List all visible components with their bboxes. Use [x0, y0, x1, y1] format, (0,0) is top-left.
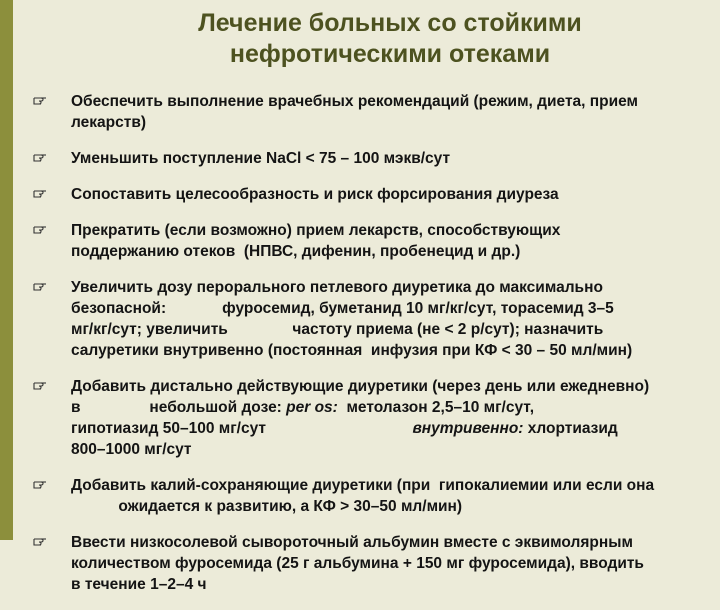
italic-text-run: внутривенно: [412, 420, 524, 437]
bullet-text: лекарств) [71, 114, 147, 131]
bullet-text: Добавить дистально действующие диуретики (через день или ежедневно) [71, 378, 650, 395]
pointing-hand-icon [33, 280, 47, 292]
bullet-list [33, 91, 713, 610]
bullet-item [33, 184, 713, 205]
pointing-hand-icon [33, 187, 47, 199]
title-line: Лечение больных со стойкими [198, 9, 582, 37]
bullet-text: Добавить калий-сохраняющие диуретики (при гипокалиемии или если она [71, 477, 655, 494]
bullet-text: поддержанию отеков (НПВС, дифенин, пробенецид и др.) [71, 243, 521, 260]
bullet-text: Сопоставить целесообразность и риск форсирования диуреза [71, 186, 559, 203]
text-run: хлортиазид [523, 420, 618, 437]
bullet-item [33, 220, 713, 262]
bullet-text-line [71, 397, 713, 418]
bullet-text: Прекратить (если возможно) прием лекарств, способствующих [71, 222, 561, 239]
pointing-hand-icon [33, 151, 47, 163]
bullet-text: количеством фуросемида (25 г альбумина + 150 мг фуросемида), вводить [71, 555, 644, 572]
text-run: в небольшой дозе: [71, 399, 287, 416]
bullet-item [33, 475, 713, 517]
text-run: метолазон 2,5–10 мг/сут, [337, 399, 535, 416]
italic-text-run: per os: [286, 399, 338, 416]
bullet-text: в течение 1–2–4 ч [71, 576, 207, 593]
bullet-item [33, 376, 713, 460]
title-line: нефротическими отеками [229, 40, 551, 68]
bullet-text: Уменьшить поступление NaCl < 75 – 100 мэкв/сут [71, 150, 451, 167]
bullet-text: салуретики внутривенно (постоянная инфузия при КФ < 30 – 50 мл/мин) [71, 342, 633, 359]
pointing-hand-icon [33, 379, 47, 391]
pointing-hand-icon [33, 94, 47, 106]
bullet-text: ожидается к развитию, а КФ > 30–50 мл/мин) [71, 498, 463, 515]
bullet-text: Ввести низкосолевой сывороточный альбумин вместе с эквимолярным [71, 534, 633, 551]
pointing-hand-icon [33, 535, 47, 547]
bullet-item [33, 148, 713, 169]
text-run: гипотиазид 50–100 мг/сут [71, 420, 413, 437]
pointing-hand-icon [33, 478, 47, 490]
bullet-item [33, 91, 713, 133]
bullet-text: Увеличить дозу перорального петлевого диуретика до максимально [71, 279, 603, 296]
bullet-text: мг/кг/сут; увеличить частоту приема (не < 2 р/сут); назначить [71, 321, 604, 338]
bullet-text: безопасной: фуросемид, буметанид 10 мг/кг/сут, торасемид 3–5 [71, 300, 614, 317]
bullet-text-line [71, 418, 713, 439]
bullet-item [33, 277, 713, 361]
bullet-text: Обеспечить выполнение врачебных рекомендаций (режим, диета, прием [71, 93, 639, 110]
slide-title [70, 8, 710, 70]
side-accent-bar [0, 0, 13, 540]
bullet-text: 800–1000 мг/сут [71, 441, 192, 458]
bullet-item [33, 532, 713, 595]
pointing-hand-icon [33, 223, 47, 235]
